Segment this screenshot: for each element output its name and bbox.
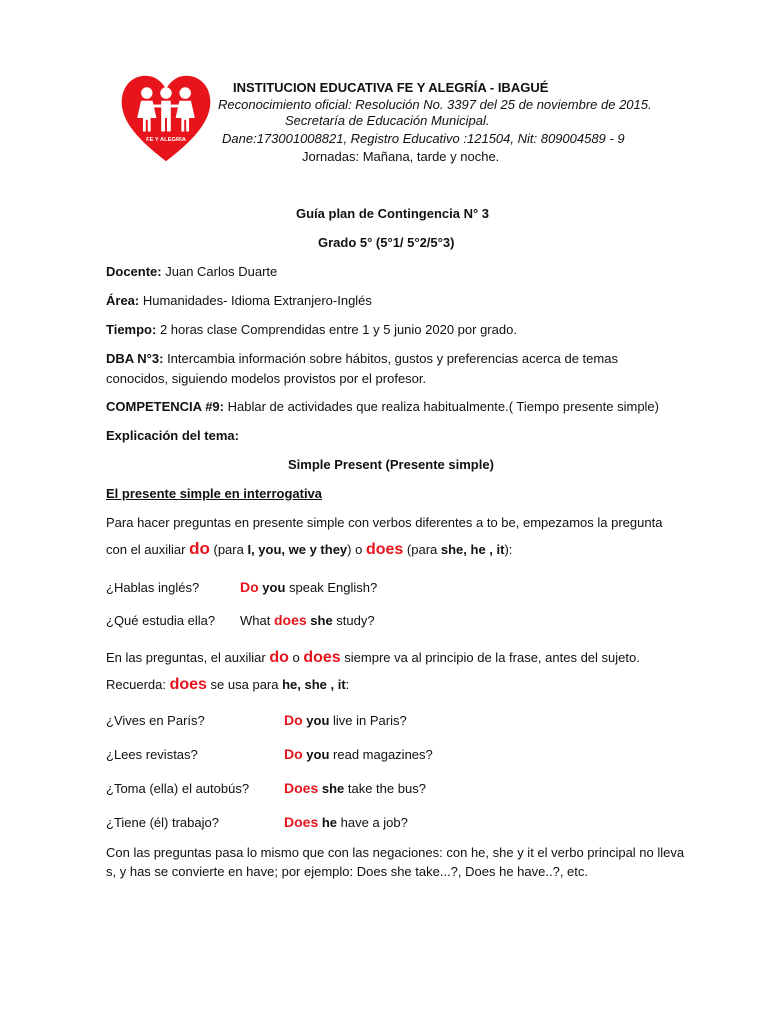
- example-5-rest: take the bus?: [344, 781, 426, 796]
- area-label: Área:: [106, 293, 140, 308]
- rule-line-1: [106, 650, 640, 666]
- topic-title: Simple Present (Presente simple): [288, 457, 494, 472]
- time-label: Tiempo:: [106, 322, 157, 337]
- rule2-text-b: se usa para: [206, 677, 283, 692]
- example-1-spanish: ¿Hablas inglés?: [106, 580, 200, 595]
- rule-text-b: o: [288, 650, 304, 665]
- closing-line-1: Con las preguntas pasa lo mismo que con las negaciones: con he, she y it el verbo principal no lleva: [106, 845, 685, 860]
- example-3-aux: Do: [284, 712, 303, 728]
- intro-text-b: (para: [209, 542, 248, 557]
- official-recognition: Reconocimiento oficial: Resolución No. 3397 del 25 de noviembre de 2015.: [218, 97, 652, 112]
- institution-name: INSTITUCION EDUCATIVA FE Y ALEGRÍA - IBAGUÉ: [233, 80, 549, 95]
- example-3-spanish: ¿Vives en París?: [106, 713, 205, 728]
- example-1-aux: Do: [240, 579, 259, 595]
- example-2-aux: does: [273, 612, 307, 628]
- rule-does: does: [303, 649, 341, 666]
- school-logo-heart-icon: [117, 70, 215, 166]
- competence-line: [106, 399, 659, 415]
- example-1-english: [240, 579, 377, 596]
- example-3-rest: live in Paris?: [329, 713, 407, 728]
- example-3-english: [284, 712, 407, 729]
- pronouns-do: I, you, we y they: [247, 542, 348, 557]
- teacher-line: [106, 264, 277, 280]
- example-5-subject: she: [321, 781, 345, 796]
- example-1-rest: speak English?: [285, 580, 378, 595]
- closing-line-2: s, y has se convierte en have; por ejemplo: Does she take...?, Does he have..?, etc.: [106, 864, 588, 879]
- time-value: 2 horas clase Comprendidas entre 1 y 5 junio 2020 por grado.: [156, 322, 517, 337]
- example-6-aux: Does: [284, 814, 319, 830]
- intro-line-1: Para hacer preguntas en presente simple con verbos diferentes a to be, empezamos la pregunta: [106, 515, 663, 530]
- example-2-pre: What: [240, 613, 274, 628]
- example-6-rest: have a job?: [337, 815, 408, 830]
- dba-value-1: Intercambia información sobre hábitos, gustos y preferencias acerca de temas: [163, 351, 618, 366]
- rule-text-a: En las preguntas, el auxiliar: [106, 650, 270, 665]
- rule2-text-c: :: [345, 677, 350, 692]
- rule2-does: does: [169, 676, 207, 693]
- intro-line-2: [106, 541, 512, 558]
- example-4-spanish: ¿Lees revistas?: [106, 747, 198, 762]
- intro-text-e: ):: [504, 542, 513, 557]
- example-4-rest: read magazines?: [329, 747, 433, 762]
- teacher-value: Juan Carlos Duarte: [161, 264, 278, 279]
- rule-text-c: siempre va al principio de la frase, antes del sujeto.: [340, 650, 640, 665]
- example-5-aux: Does: [284, 780, 319, 796]
- explanation-label: Explicación del tema:: [106, 428, 239, 443]
- topic-subheading: El presente simple en interrogativa: [106, 486, 323, 501]
- competence-label: COMPETENCIA #9:: [106, 399, 224, 414]
- intro-text-a: con el auxiliar: [106, 542, 190, 557]
- schedule: Jornadas: Mañana, tarde y noche.: [302, 149, 500, 164]
- guide-title: Guía plan de Contingencia N° 3: [296, 206, 490, 221]
- rule-line-2: [106, 677, 349, 693]
- aux-does-highlight: does: [365, 541, 404, 558]
- intro-text-d: (para: [403, 542, 441, 557]
- dba-line-1: [106, 351, 618, 367]
- example-3-subject: you: [306, 713, 330, 728]
- dba-label: DBA N°3:: [106, 351, 164, 366]
- example-6-spanish: ¿Tiene (él) trabajo?: [106, 815, 219, 830]
- example-5-spanish: ¿Toma (ella) el autobús?: [106, 781, 250, 796]
- example-4-aux: Do: [284, 746, 303, 762]
- intro-text-c: ) o: [347, 542, 366, 557]
- example-2-english: [240, 612, 375, 629]
- example-2-rest: study?: [332, 613, 375, 628]
- example-6-subject: he: [321, 815, 338, 830]
- example-1-subject: you: [262, 580, 286, 595]
- grade: Grado 5° (5°1/ 5°2/5°3): [318, 235, 455, 250]
- rule-do: do: [269, 649, 289, 666]
- dba-line-2: conocidos, siguiendo modelos provistos por el profesor.: [106, 371, 427, 386]
- area-value: Humanidades- Idioma Extranjero-Inglés: [139, 293, 372, 308]
- example-6-english: [284, 814, 408, 831]
- teacher-label: Docente:: [106, 264, 162, 279]
- rule2-text-a: Recuerda:: [106, 677, 170, 692]
- example-2-subject: she: [310, 613, 333, 628]
- time-line: [106, 322, 517, 338]
- pronouns-does: she, he , it: [440, 542, 505, 557]
- logo-text: FE Y ALEGRIA: [146, 137, 186, 144]
- area-line: [106, 293, 372, 309]
- example-4-subject: you: [306, 747, 330, 762]
- registry-info: Dane:173001008821, Registro Educativo :121504, Nit: 809004589 - 9: [222, 131, 625, 146]
- rule2-pronouns: he, she , it: [282, 677, 346, 692]
- example-4-english: [284, 746, 433, 763]
- example-2-spanish: ¿Qué estudia ella?: [106, 613, 216, 628]
- aux-do-highlight: do: [189, 539, 210, 558]
- secretariat: Secretaría de Educación Municipal.: [285, 113, 490, 128]
- example-5-english: [284, 780, 426, 797]
- competence-value: Hablar de actividades que realiza habitualmente.( Tiempo presente simple): [223, 399, 659, 414]
